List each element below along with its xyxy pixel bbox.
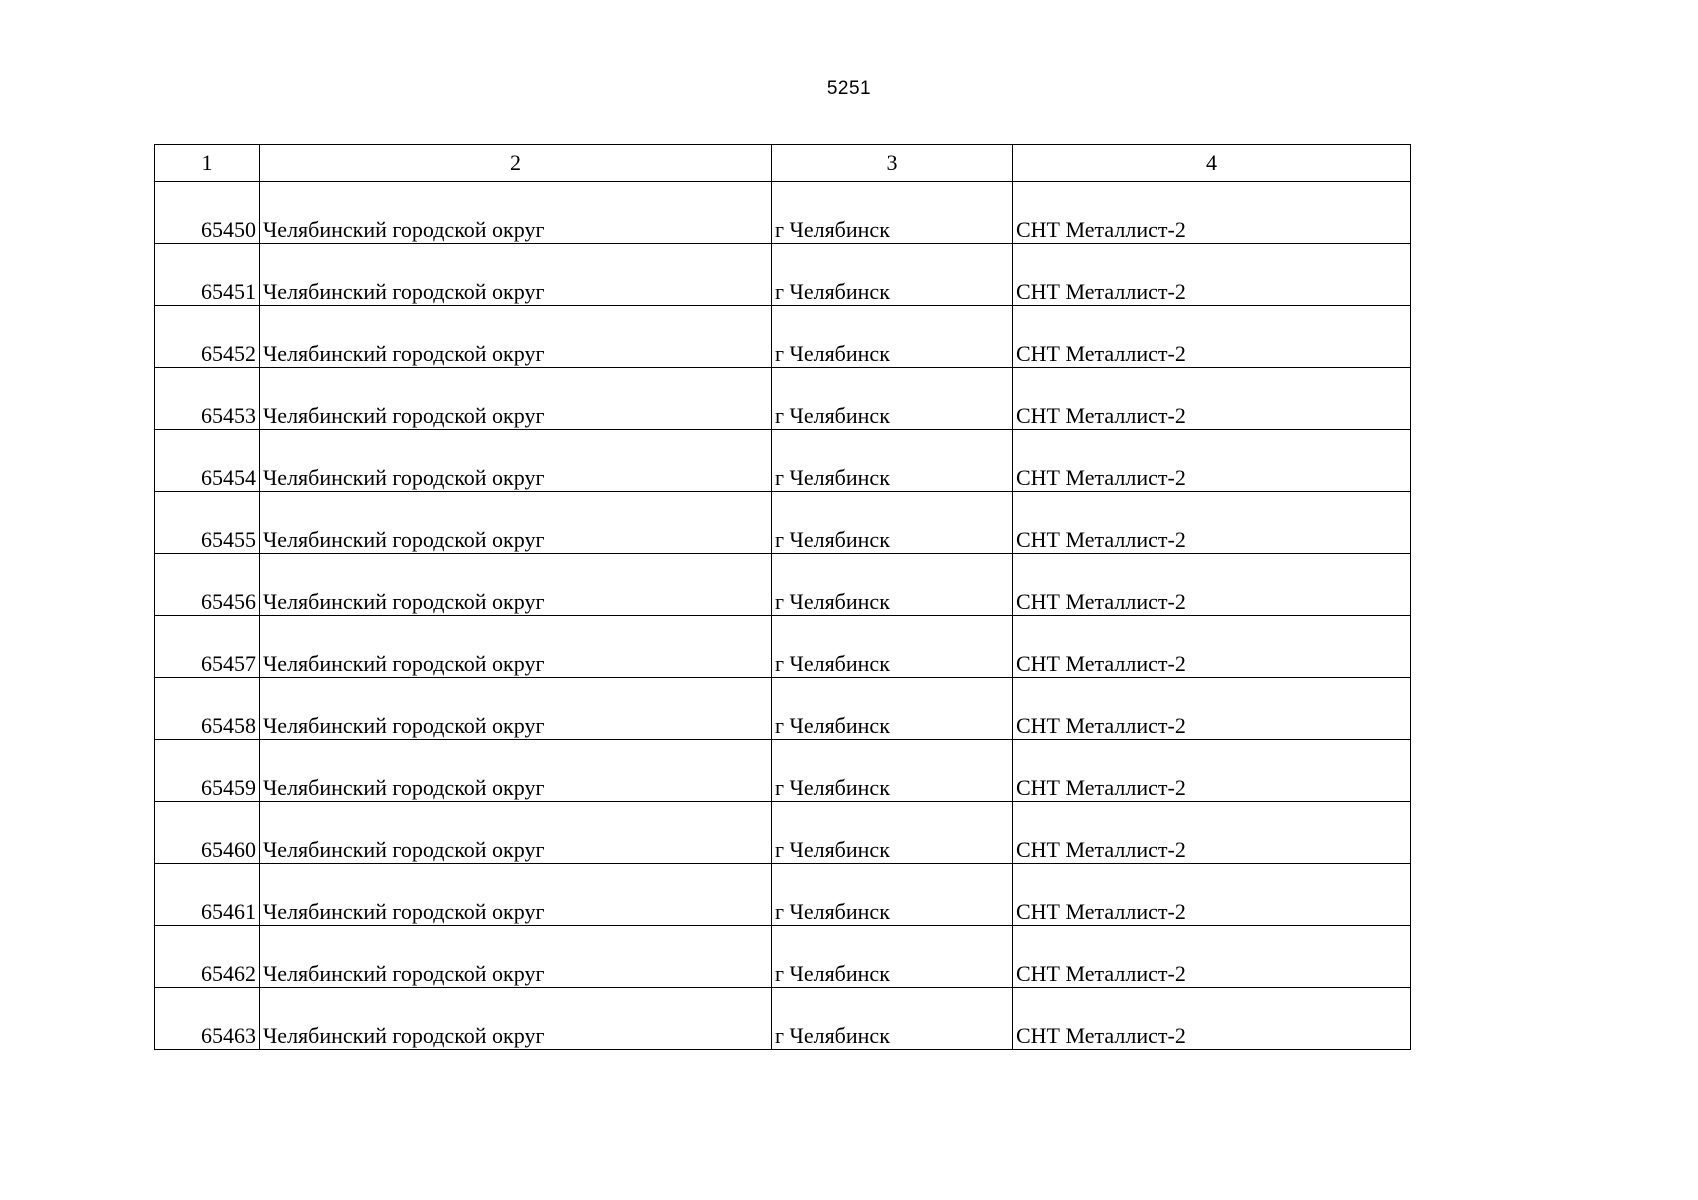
table-row xyxy=(155,554,1411,616)
table-row xyxy=(155,740,1411,802)
row-number-cell: 65459 xyxy=(155,740,260,802)
municipality-cell: Челябинский городской округ xyxy=(260,306,772,368)
settlement-cell: г Челябинск xyxy=(772,492,1013,554)
settlement-cell: г Челябинск xyxy=(772,306,1013,368)
table-row xyxy=(155,430,1411,492)
municipality-cell: Челябинский городской округ xyxy=(260,802,772,864)
table-row xyxy=(155,492,1411,554)
row-number-cell: 65457 xyxy=(155,616,260,678)
municipality-cell: Челябинский городской округ xyxy=(260,678,772,740)
municipality-cell: Челябинский городской округ xyxy=(260,554,772,616)
settlement-cell: г Челябинск xyxy=(772,740,1013,802)
municipality-cell: Челябинский городской округ xyxy=(260,864,772,926)
row-number-cell: 65463 xyxy=(155,988,260,1050)
street-cell: СНТ Металлист-2 xyxy=(1013,740,1411,802)
street-cell: СНТ Металлист-2 xyxy=(1013,926,1411,988)
settlement-cell: г Челябинск xyxy=(772,616,1013,678)
row-number-cell: 65455 xyxy=(155,492,260,554)
settlement-cell: г Челябинск xyxy=(772,864,1013,926)
settlement-cell: г Челябинск xyxy=(772,678,1013,740)
table-row xyxy=(155,926,1411,988)
street-cell: СНТ Металлист-2 xyxy=(1013,678,1411,740)
table-row xyxy=(155,616,1411,678)
street-cell: СНТ Металлист-2 xyxy=(1013,616,1411,678)
municipality-cell: Челябинский городской округ xyxy=(260,740,772,802)
row-number-cell: 65450 xyxy=(155,182,260,244)
table-row xyxy=(155,368,1411,430)
settlement-cell: г Челябинск xyxy=(772,926,1013,988)
row-number-cell: 65458 xyxy=(155,678,260,740)
municipality-cell: Челябинский городской округ xyxy=(260,988,772,1050)
table-row xyxy=(155,802,1411,864)
row-number-cell: 65453 xyxy=(155,368,260,430)
settlement-cell: г Челябинск xyxy=(772,430,1013,492)
street-cell: СНТ Металлист-2 xyxy=(1013,430,1411,492)
table-row xyxy=(155,678,1411,740)
registry-table xyxy=(154,144,1411,1050)
municipality-cell: Челябинский городской округ xyxy=(260,926,772,988)
table-row xyxy=(155,306,1411,368)
settlement-cell: г Челябинск xyxy=(772,182,1013,244)
street-cell: СНТ Металлист-2 xyxy=(1013,554,1411,616)
municipality-cell: Челябинский городской округ xyxy=(260,492,772,554)
table-row xyxy=(155,244,1411,306)
street-cell: СНТ Металлист-2 xyxy=(1013,492,1411,554)
row-number-cell: 65454 xyxy=(155,430,260,492)
street-cell: СНТ Металлист-2 xyxy=(1013,368,1411,430)
header-row xyxy=(155,145,1411,182)
table-row xyxy=(155,988,1411,1050)
column-header-1: 1 xyxy=(155,145,260,182)
row-number-cell: 65461 xyxy=(155,864,260,926)
row-number-cell: 65452 xyxy=(155,306,260,368)
street-cell: СНТ Металлист-2 xyxy=(1013,306,1411,368)
street-cell: СНТ Металлист-2 xyxy=(1013,182,1411,244)
table-header xyxy=(155,145,1411,182)
settlement-cell: г Челябинск xyxy=(772,988,1013,1050)
row-number-cell: 65460 xyxy=(155,802,260,864)
page-number: 5251 xyxy=(826,78,872,99)
settlement-cell: г Челябинск xyxy=(772,244,1013,306)
row-number-cell: 65456 xyxy=(155,554,260,616)
column-header-4: 4 xyxy=(1013,145,1411,182)
settlement-cell: г Челябинск xyxy=(772,368,1013,430)
municipality-cell: Челябинский городской округ xyxy=(260,430,772,492)
settlement-cell: г Челябинск xyxy=(772,802,1013,864)
municipality-cell: Челябинский городской округ xyxy=(260,182,772,244)
table-row xyxy=(155,182,1411,244)
street-cell: СНТ Металлист-2 xyxy=(1013,802,1411,864)
municipality-cell: Челябинский городской округ xyxy=(260,368,772,430)
street-cell: СНТ Металлист-2 xyxy=(1013,244,1411,306)
street-cell: СНТ Металлист-2 xyxy=(1013,988,1411,1050)
settlement-cell: г Челябинск xyxy=(772,554,1013,616)
municipality-cell: Челябинский городской округ xyxy=(260,244,772,306)
table-body xyxy=(155,182,1411,1050)
column-header-3: 3 xyxy=(772,145,1013,182)
table-row xyxy=(155,864,1411,926)
municipality-cell: Челябинский городской округ xyxy=(260,616,772,678)
row-number-cell: 65462 xyxy=(155,926,260,988)
row-number-cell: 65451 xyxy=(155,244,260,306)
street-cell: СНТ Металлист-2 xyxy=(1013,864,1411,926)
column-header-2: 2 xyxy=(260,145,772,182)
